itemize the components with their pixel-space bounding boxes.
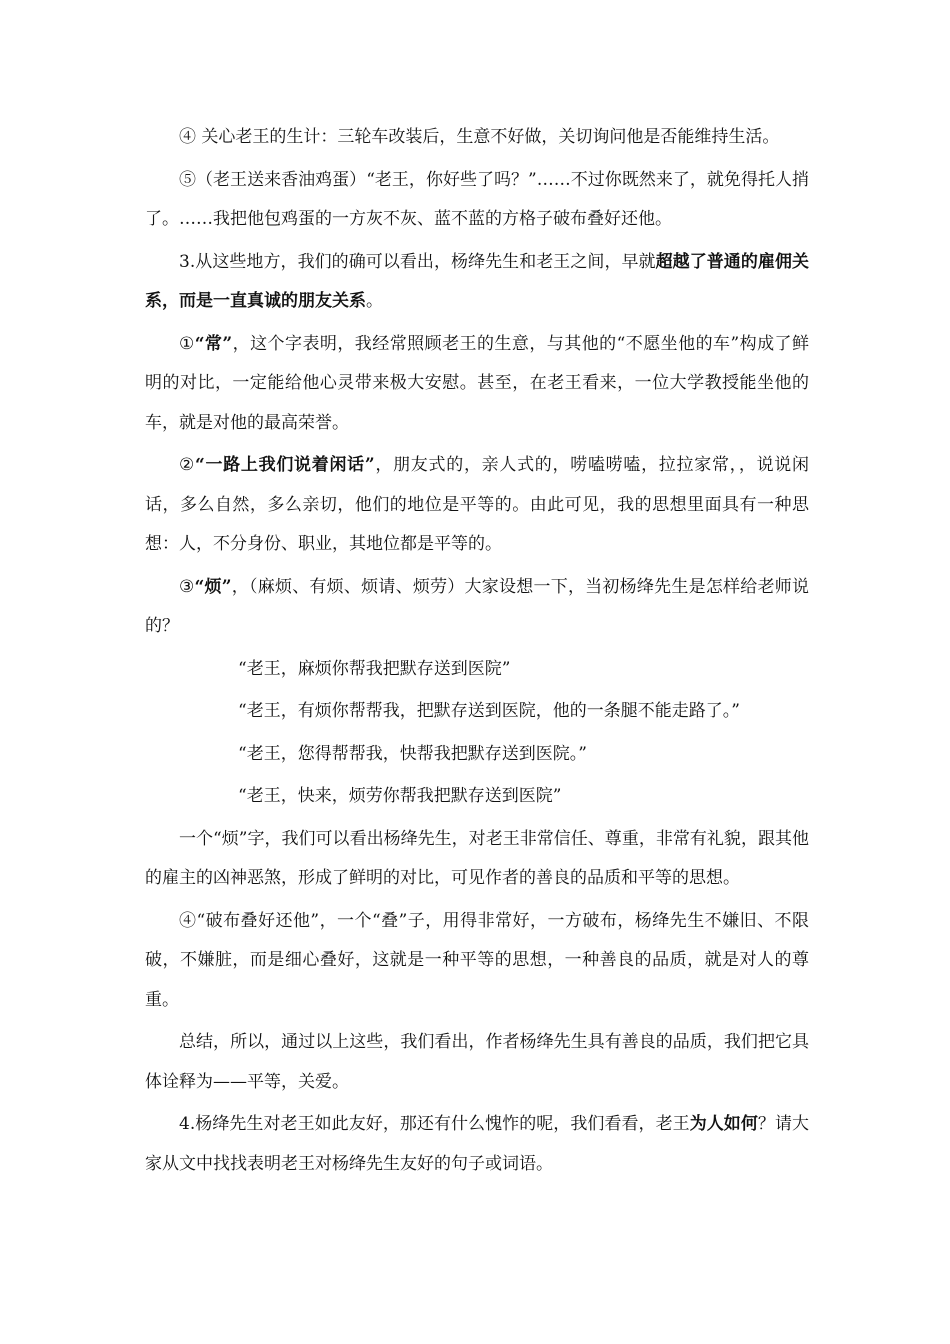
text-run: ⑤（老王送来香油鸡蛋）“老王，你好些了吗？”……不过你既然来了，就免得托人捎了。……我把他包鸡蛋的一方灰不灰、蓝不蓝的方格子破布叠好还他。: [145, 169, 809, 229]
emphasis-text: 超越了普通的雇佣关系，而是一直真诚的朋友关系: [145, 251, 810, 311]
emphasis-text: 为人如何: [689, 1114, 758, 1134]
text-paragraph: [145, 118, 809, 158]
emphasis-text: “一路上我们说着闲话”: [194, 455, 375, 475]
text-paragraph: [145, 902, 809, 1021]
text-paragraph: [145, 1105, 809, 1184]
text-paragraph: [145, 243, 809, 322]
text-run: ，朋友式的，亲人式的，唠嗑唠嗑，拉拉家常，，说说闲话，多么自然，多么亲切，他们的地位是平等的。由此可见，我的思想里面具有一种思想：人，不分身份、职业，其地位都是平等的。: [145, 455, 810, 554]
text-run: ④“破布叠好还他”，一个“叠”子，用得非常好，一方破布，杨绛先生不嫌旧、不限破，不嫌脏，而是细心叠好，这就是一种平等的思想，一种善良的品质，就是对人的尊重。: [145, 910, 809, 1010]
text-run: ①: [179, 333, 195, 354]
quote-paragraph: [145, 650, 809, 690]
quote-paragraph: [145, 692, 809, 732]
text-run: ③: [179, 576, 195, 597]
text-run: ，这个字表明，我经常照顾老王的生意，与其他的“不愿坐他的车”构成了鲜明的对比，一定能给他心灵带来极大安慰。甚至，在老王看来，一位大学教授能坐他的车，就是对他的最高荣誉。: [145, 333, 809, 433]
quote-paragraph: [145, 735, 809, 775]
text-run: 总结，所以，通过以上这些，我们看出，作者杨绛先生具有善良的品质，我们把它具体诠释为——平等，关爱。: [145, 1032, 809, 1092]
text-run: “老王，麻烦你帮我把默存送到医院”: [238, 658, 511, 679]
text-paragraph: [145, 568, 809, 647]
text-run: ，（麻烦、有烦、烦请、烦劳）大家设想一下，当初杨绛先生是怎样给老师说的？: [145, 576, 809, 636]
text-paragraph: [145, 1023, 809, 1102]
text-paragraph: [145, 446, 809, 565]
text-paragraph: [145, 325, 809, 444]
text-paragraph: [145, 161, 809, 240]
quote-paragraph: [145, 777, 809, 817]
text-paragraph: [145, 820, 809, 899]
document-body: [145, 118, 809, 1187]
emphasis-text: “常”: [194, 333, 233, 354]
emphasis-text: “烦”: [194, 576, 232, 597]
text-run: 一个“烦”字，我们可以看出杨绛先生，对老王非常信任、尊重，非常有礼貌，跟其他的雇主的凶神恶煞，形成了鲜明的对比，可见作者的善良的品质和平等的思想。: [145, 828, 809, 888]
text-run: ？请大家从文中找找表明老王对杨绛先生友好的句子或词语。: [145, 1114, 810, 1174]
text-run: 3.从这些地方，我们的确可以看出，杨绛先生和老王之间，早就: [179, 251, 656, 272]
text-run: “老王，快来，烦劳你帮我把默存送到医院”: [238, 786, 562, 806]
text-run: “老王，有烦你帮帮我，把默存送到医院，他的一条腿不能走路了。”: [238, 701, 740, 721]
text-run: ④ 关心老王的生计：三轮车改装后，生意不好做，关切询问他是否能维持生活。: [179, 127, 780, 147]
text-run: ②: [179, 455, 195, 475]
text-run: “老王，您得帮帮我，快帮我把默存送到医院。”: [238, 743, 587, 764]
text-run: 。: [366, 291, 383, 311]
text-run: 4.杨绛先生对老王如此友好，那还有什么愧怍的呢，我们看看，老王: [179, 1114, 690, 1134]
